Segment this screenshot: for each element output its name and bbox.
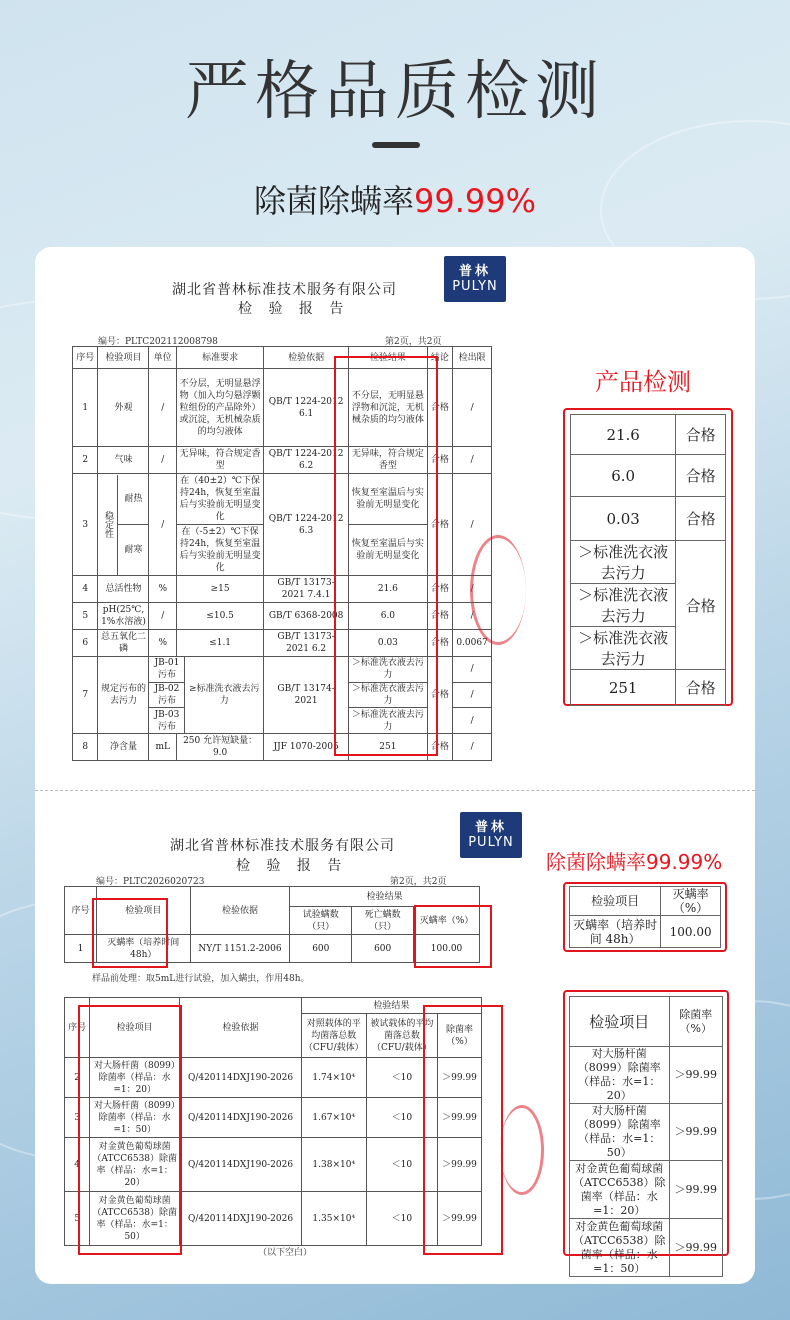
cell: 恢复至室温后与实验前无明显变化 <box>349 525 428 576</box>
highlight-box <box>92 898 168 968</box>
cell: 0.0067 <box>453 630 492 657</box>
cell: GB/T 6368-2008 <box>264 603 349 630</box>
zoom2-bact-table <box>569 996 723 1277</box>
cell: ≥15 <box>177 576 264 603</box>
header-cell: 单位 <box>149 347 177 369</box>
cell: Q/420114DXJ190-2026 <box>180 1058 302 1098</box>
cell: / <box>453 447 492 474</box>
cell: Q/420114DXJ190-2026 <box>180 1098 302 1138</box>
report1-number: 编号：PLTC202112008798 <box>98 337 218 347</box>
cell-text: ＞标准洗衣液去污力 <box>349 657 427 683</box>
header-cell: 标准要求 <box>177 347 264 369</box>
cell: / <box>149 369 177 447</box>
report1-org: 湖北省普林标准技术服务有限公司 <box>172 282 397 298</box>
cell: ＞标准洗衣液去污力 <box>571 627 676 670</box>
cell: 4 <box>73 576 98 603</box>
highlight-box <box>423 1005 503 1255</box>
cell: 合格 <box>676 455 726 497</box>
cell: ＞标准洗衣液去污力 <box>571 584 676 627</box>
cell: ＞标准洗衣液去污力 <box>571 541 676 584</box>
cell: 合格 <box>427 447 452 474</box>
cell: 3 <box>65 1098 90 1138</box>
header-cell: 检验依据 <box>180 998 302 1058</box>
cell <box>149 657 264 734</box>
cell: 6.0 <box>349 603 428 630</box>
cell: 4 <box>65 1138 90 1192</box>
page-subtitle <box>0 176 790 222</box>
cell: 总活性物 <box>98 576 149 603</box>
cell-text: / <box>470 715 474 726</box>
cell: 规定污布的去污力 <box>98 657 149 734</box>
cell: 5 <box>73 603 98 630</box>
cell: 251 <box>349 734 428 761</box>
subtitle-value: 99.99% <box>414 182 537 220</box>
cell: Q/420114DXJ190-2026 <box>180 1138 302 1192</box>
cell: 0.03 <box>571 497 676 541</box>
header-cell: 灭螨率（%） <box>661 887 721 916</box>
cell: 1.67×10⁴ <box>301 1098 366 1138</box>
cell: % <box>149 630 177 657</box>
header-cell: 检验项目 <box>570 997 670 1047</box>
report2-number: 编号：PLTC2026020723 <box>96 877 205 887</box>
section-divider <box>35 790 755 791</box>
cell: Q/420114DXJ190-2026 <box>180 1192 302 1246</box>
zoom2-label: 除菌除螨率99.99% <box>546 850 723 874</box>
cell: 6.0 <box>571 455 676 497</box>
cell: 对金黄色葡萄球菌（ATCC6538）除菌率（样品：水=1：20） <box>570 1161 670 1219</box>
cell: 251 <box>571 670 676 706</box>
subtitle-prefix: 除菌除螨率 <box>253 182 414 220</box>
cell: 3 <box>73 474 98 576</box>
highlight-box <box>78 1005 182 1255</box>
cell: NY/T 1151.2-2006 <box>190 935 290 963</box>
cell: GB/T 13173-2021 7.4.1 <box>264 576 349 603</box>
cell: 在（40±2）℃下保持24h，恢复至室温后与实验前无明显变化 <box>177 474 264 525</box>
header-cell: 死亡螨数（只） <box>352 907 414 935</box>
cell: QB/T 1224-2012 6.3 <box>264 474 349 576</box>
cell: 100.00 <box>414 935 480 963</box>
cell: ＞99.99 <box>437 1058 481 1098</box>
cell: / <box>453 474 492 576</box>
cell: ＞99.99 <box>669 1219 722 1277</box>
report1-logo <box>444 256 506 302</box>
cell: / <box>149 603 177 630</box>
cell: 不分层，无明显悬浮物和沉淀，无机械杂质的均匀液体 <box>349 369 428 447</box>
blank-below-note: （以下空白） <box>258 1248 313 1258</box>
table-row <box>571 541 726 584</box>
cell: mL <box>149 734 177 761</box>
cell: ＞99.99 <box>669 1104 722 1161</box>
cell: JJF 1070-2005 <box>264 734 349 761</box>
cell: 100.00 <box>661 916 721 948</box>
highlight-box <box>334 356 438 756</box>
header-cell: 检验项目 <box>570 887 661 916</box>
cell-text: JB-03 污布 <box>154 709 180 732</box>
header-cell: 检验项目 <box>98 347 149 369</box>
logo-cn: 普林 <box>458 264 491 279</box>
official-stamp <box>500 1105 544 1195</box>
cell-text: 耐热 <box>118 475 148 526</box>
table-row <box>570 1219 723 1277</box>
cell: 对大肠杆菌（8099）除菌率（样品：水=1：50） <box>90 1098 180 1138</box>
cell: 1 <box>65 935 97 963</box>
cell: ≤10.5 <box>177 603 264 630</box>
title-underline-dot <box>412 142 420 148</box>
cell: QB/T 1224-2012 6.1 <box>264 369 349 447</box>
table-row <box>571 670 726 706</box>
cell-text: JB-02 污布 <box>149 683 184 709</box>
header-cell: 除菌率（%） <box>437 1014 481 1058</box>
cell: / <box>453 734 492 761</box>
cell: 250 允许短缺量：9.0 <box>177 734 264 761</box>
page-title: 严格品质检测 <box>185 55 605 129</box>
header-cell: 检验项目 <box>90 998 180 1058</box>
cell: ＞99.99 <box>669 1047 722 1104</box>
table-row <box>571 497 726 541</box>
cell: ＜10 <box>366 1192 437 1246</box>
header-cell: 检验项目 <box>96 887 190 935</box>
table-row <box>570 1104 723 1161</box>
cell: 合格 <box>427 657 452 734</box>
table-row <box>571 455 726 497</box>
cell: 恢复至室温后与实验前无明显变化 <box>349 474 428 525</box>
header-cell: 检验结果 <box>301 998 481 1014</box>
cell: 对大肠杆菌（8099）除菌率（样品：水=1：20） <box>570 1047 670 1104</box>
cell: pH(25℃, 1%水溶液) <box>98 603 149 630</box>
cell: 合格 <box>676 497 726 541</box>
cell: 无异味，符合规定香型 <box>177 447 264 474</box>
cell: 灭螨率（培养时间 48h） <box>570 916 661 948</box>
cell: 600 <box>352 935 414 963</box>
zoom1-label: 产品检测 <box>595 368 691 396</box>
cell: 1.38×10⁴ <box>301 1138 366 1192</box>
cell: 灭螨率（培养时间 48h） <box>96 935 190 963</box>
header-cell: 被试载体的平均菌落总数（CFU/载体） <box>366 1014 437 1058</box>
header-cell: 序号 <box>65 887 97 935</box>
cell: 1.35×10⁴ <box>301 1192 366 1246</box>
cell: 合格 <box>427 576 452 603</box>
header-cell: 序号 <box>65 998 90 1058</box>
cell: 对金黄色葡萄球菌（ATCC6538）除菌率（样品：水=1：50） <box>90 1192 180 1246</box>
cell: 净含量 <box>98 734 149 761</box>
cell: / <box>453 576 492 603</box>
cell: 合格 <box>676 541 726 670</box>
cell: GB/T 13174-2021 <box>264 657 349 734</box>
cell: 8 <box>73 734 98 761</box>
zoom1-table <box>570 414 726 706</box>
zoom2-mite-table <box>569 886 721 948</box>
cell: 7 <box>73 657 98 734</box>
cell: 外观 <box>98 369 149 447</box>
cell-text: ＞标准洗衣液去污力 <box>351 709 424 732</box>
table-row <box>570 1047 723 1104</box>
cell: ＞99.99 <box>437 1138 481 1192</box>
cell: 对大肠杆菌（8099）除菌率（样品：水=1：50） <box>570 1104 670 1161</box>
cell: 总五氧化二磷 <box>98 630 149 657</box>
cell: 气味 <box>98 447 149 474</box>
cell: 1 <box>73 369 98 447</box>
cell: 合格 <box>427 474 452 576</box>
cell: / <box>453 603 492 630</box>
cell <box>453 657 492 734</box>
cell: ＜10 <box>366 1138 437 1192</box>
report1-title: 检 验 报 告 <box>238 301 350 317</box>
cell-text: / <box>453 657 491 683</box>
cell-text: 耐寒 <box>124 544 143 555</box>
cell: 2 <box>73 447 98 474</box>
report2-logo <box>460 812 522 858</box>
table-header-row <box>570 997 723 1047</box>
cell: ≤1.1 <box>177 630 264 657</box>
highlight-box <box>414 905 492 968</box>
cell: / <box>149 474 177 576</box>
logo-en: PULYN <box>468 835 514 850</box>
cell <box>98 474 149 576</box>
cell: ＞99.99 <box>437 1098 481 1138</box>
sample-note: 样品前处理：取5mL进行试验，加入螨虫，作用48h。 <box>92 974 310 984</box>
cell: 合格 <box>676 415 726 455</box>
cell-text: 稳定性 <box>98 475 118 575</box>
cell: GB/T 13173-2021 6.2 <box>264 630 349 657</box>
cell: 600 <box>290 935 352 963</box>
header-cell: 检验依据 <box>190 887 290 935</box>
cell: ＜10 <box>366 1098 437 1138</box>
header-cell: 检出限 <box>453 347 492 369</box>
table-row <box>570 916 721 948</box>
cell: / <box>453 369 492 447</box>
cell: ＞99.99 <box>669 1161 722 1219</box>
cell-text: ≥标准洗衣液去污力 <box>189 684 260 706</box>
cell: 不分层，无明显悬浮物（加入均匀悬浮颗粒组份的产品除外）或沉淀，无机械杂质的均匀液体 <box>177 369 264 447</box>
report2-page: 第2页，共2页 <box>390 877 447 887</box>
logo-en: PULYN <box>452 279 498 294</box>
header-cell: 对照载体的平均菌落总数（CFU/载体） <box>301 1014 366 1058</box>
report2-title: 检 验 报 告 <box>236 858 348 874</box>
cell: 合格 <box>676 670 726 706</box>
table-header-row <box>570 887 721 916</box>
cell: 21.6 <box>571 415 676 455</box>
table-row <box>571 415 726 455</box>
cell: 对金黄色葡萄球菌（ATCC6538）除菌率（样品：水=1：20） <box>90 1138 180 1192</box>
cell: % <box>149 576 177 603</box>
cell: 6 <box>73 630 98 657</box>
header-cell: 试验螨数（只） <box>290 907 352 935</box>
header-cell: 检验依据 <box>264 347 349 369</box>
cell-text: / <box>453 683 491 709</box>
header-cell: 灭螨率（%） <box>414 907 480 935</box>
cell: QB/T 1224-2012 6.2 <box>264 447 349 474</box>
cell: 合格 <box>427 630 452 657</box>
cell: 0.03 <box>349 630 428 657</box>
cell: / <box>149 447 177 474</box>
cell: 对大肠杆菌（8099）除菌率（样品：水=1：20） <box>90 1058 180 1098</box>
report2-org: 湖北省普林标准技术服务有限公司 <box>170 838 395 854</box>
cell: 5 <box>65 1192 90 1246</box>
cell-text: JB-01 污布 <box>149 657 184 683</box>
report1-page: 第2页，共2页 <box>385 337 442 347</box>
cell: 对金黄色葡萄球菌（ATCC6538）除菌率（样品：水=1：50） <box>570 1219 670 1277</box>
header-cell: 除菌率（%） <box>669 997 722 1047</box>
cell: ＞99.99 <box>437 1192 481 1246</box>
header-cell: 结论 <box>427 347 452 369</box>
official-stamp <box>470 535 526 645</box>
cell: 合格 <box>427 734 452 761</box>
cell: 合格 <box>427 603 452 630</box>
cell: 合格 <box>427 369 452 447</box>
header-cell: 序号 <box>73 347 98 369</box>
header-cell: 检验结果 <box>290 887 480 907</box>
cell: ＜10 <box>366 1058 437 1098</box>
header-cell: 检验结果 <box>349 347 428 369</box>
logo-cn: 普林 <box>474 820 507 835</box>
cell: 21.6 <box>349 576 428 603</box>
cell-text: ＞标准洗衣液去污力 <box>349 683 427 709</box>
cell: 1.74×10⁴ <box>301 1058 366 1098</box>
cell: 2 <box>65 1058 90 1098</box>
table-row <box>570 1161 723 1219</box>
cell: 无异味，符合规定香型 <box>349 447 428 474</box>
cell: 在（-5±2）℃下保持24h，恢复至室温后与实验前无明显变化 <box>177 525 264 576</box>
